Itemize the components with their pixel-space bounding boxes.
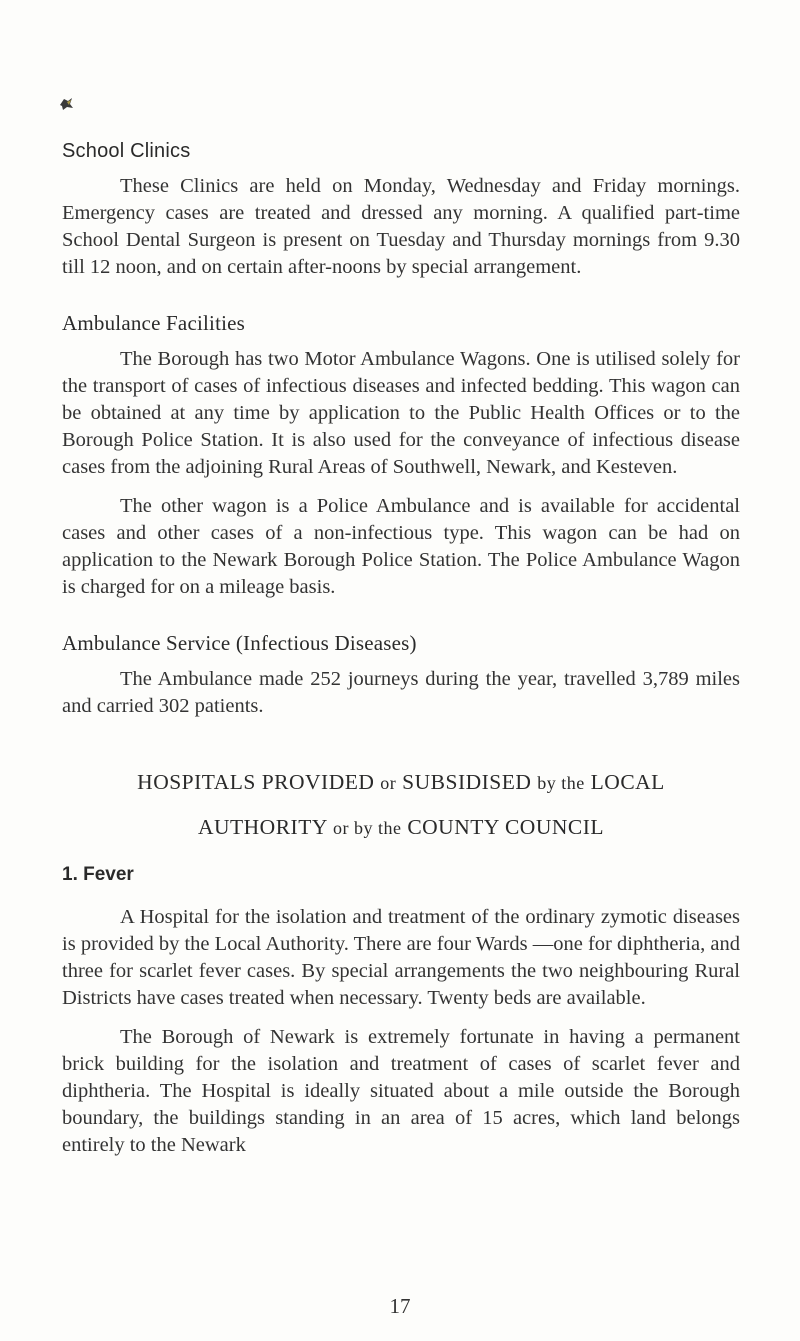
paragraph: The Borough of Newark is extremely fortunate in having a permanent brick building for the isolation and treatment of cases of scarlet fever and diphtheria. The Hospital is ideally situated about a mile outside the Borough boundary, the buildings standing in an area of 15 acres, which land belongs entirely to the Newark — [62, 1026, 740, 1156]
section-fever — [62, 864, 740, 1159]
paragraph: The Borough has two Motor Ambulance Wagons. One is utilised solely for the transport of cases of infectious diseases and infected bedding. This wagon can be obtained at any time by application to the Public Health Offices or to the Borough Police Station. It is also used for the conveyance of infectious disease cases from the adjoining Rural Areas of Southwell, Newark, and Kesteven. — [62, 348, 740, 478]
paragraph: A Hospital for the isolation and treatment of the ordinary zymotic diseases is provided by the Local Authority. There are four Wards —one for diphtheria, and three for scarlet fever cases. By special arrangements the two neighbouring Rural Districts have cases treated when necessary. Twenty beds are available. — [62, 906, 740, 1009]
paragraph: These Clinics are held on Monday, Wednesday and Friday mornings. Emergency cases are treated and dressed any morning. A qualified part-time School Dental Surgeon is present on Tuesday and Thursday mornings from 9.30 till 12 noon, and on certain after-noons by special arrangement. — [62, 175, 740, 278]
section-heading: Ambulance Service (Infectious Diseases) — [62, 631, 417, 655]
section-heading: Ambulance Facilities — [62, 311, 246, 335]
section-heading: School Clinics — [62, 140, 191, 162]
section-ambulance-service — [62, 631, 740, 720]
section-heading: 1. Fever — [62, 864, 134, 885]
page-body — [62, 140, 740, 1159]
main-title: HOSPITALS PROVIDED or SUBSIDISED by the LOCAL AUTHORITY or by the COUNTY COUNCIL — [137, 770, 665, 839]
ink-blot-icon — [58, 96, 74, 112]
paragraph: The other wagon is a Police Ambulance and is available for accidental cases and other cases of a non-infectious type. This wagon can be had on application to the Newark Borough Police Station. The Police Ambulance Wagon is charged for on a mileage basis. — [62, 495, 740, 598]
section-ambulance-facilities — [62, 311, 740, 601]
section-school-clinics — [62, 140, 740, 281]
paragraph: The Ambulance made 252 journeys during the year, travelled 3,789 miles and carried 302 patients. — [62, 668, 740, 717]
page-number: 17 — [389, 1294, 411, 1318]
